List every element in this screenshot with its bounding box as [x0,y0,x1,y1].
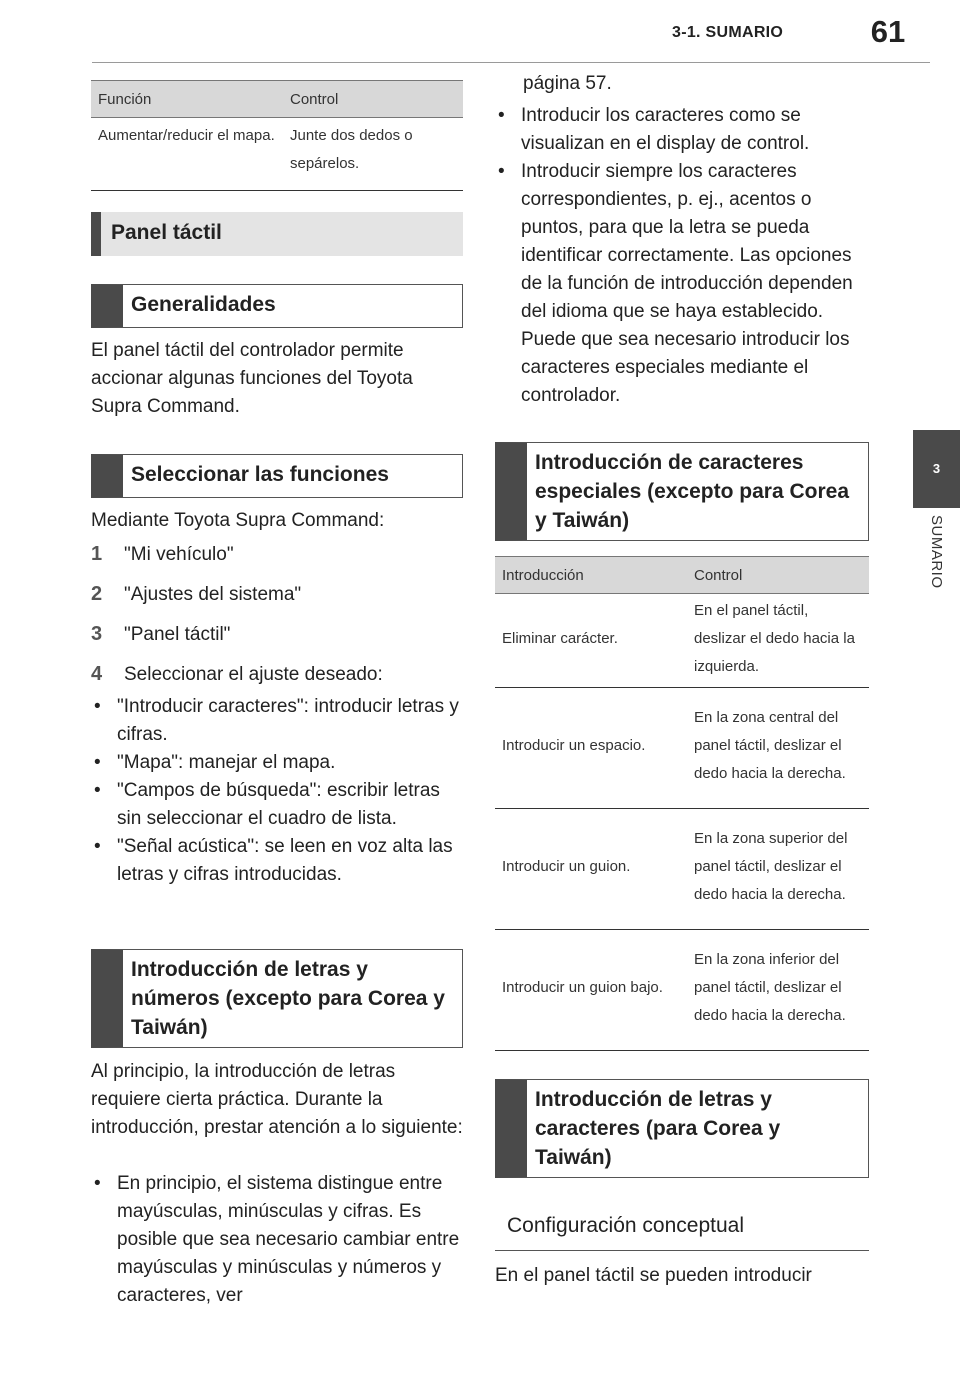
table-cell: En la zona central del panel táctil, deslizar el dedo hacia la derecha. [687,688,869,809]
step-number: 2 [91,583,103,605]
paragraph: En el panel táctil se pueden introducir [495,1265,812,1286]
list-item: • "Campos de búsqueda": escribir letras sin seleccionar el cuadro de lista. [91,777,463,833]
subsection-heading: Introducción de letras y caracteres (para Corea y Taiwán) [495,1079,869,1178]
continued-text: página 57. [523,73,612,94]
list-item: • Introducir los caracteres como se visualizan en el display de control. [495,102,869,158]
header-divider [92,62,930,63]
step-item [91,574,463,614]
subsection-heading: Introducción de caracteres especiales (excepto para Corea y Taiwán) [495,442,869,541]
step-text: Seleccionar el ajuste deseado: [124,664,383,685]
table-row [495,688,869,809]
table-cell: En la zona inferior del panel táctil, deslizar el dedo hacia la derecha. [687,930,869,1051]
page-number: 61 [870,14,906,49]
special-characters-table [495,556,869,1051]
table-cell: Introducir un guion. [495,809,687,930]
options-list [91,693,463,889]
paragraph: El panel táctil del controlador permite accionar algunas funciones del Toyota Supra Command. [91,340,413,418]
tips-list-continued [495,102,869,410]
list-item: • En principio, el sistema distingue entre mayúsculas, minúsculas y cifras. Es posible que sea necesario cambiar entre mayúsculas y minúsculas y números y caracteres, ver [91,1170,463,1282]
table-row [495,930,869,1051]
step-item [91,654,463,694]
table-cell: Introducir un guion bajo. [495,930,687,1051]
paragraph: Mediante Toyota Supra Command: [91,510,385,531]
list-item: • "Introducir caracteres": introducir letras y cifras. [91,693,463,749]
step-text: "Ajustes del sistema" [124,584,302,605]
table-header: Control [283,81,463,118]
table-cell: Eliminar carácter. [495,594,687,688]
table-header: Control [687,557,869,594]
table-header: Introducción [495,557,687,594]
list-item: • "Mapa": manejar el mapa. [91,749,463,777]
table-cell: En el panel táctil, deslizar el dedo hacia la izquierda. [687,594,869,688]
table-cell: Aumentar/reducir el mapa. [91,118,283,191]
table-row [495,594,869,688]
table-cell: Introducir un espacio. [495,688,687,809]
table-row [495,809,869,930]
chapter-tab: 3 [913,430,960,508]
zoom-table [91,80,463,191]
minor-heading: Configuración conceptual [495,1206,869,1251]
list-item: • "Señal acústica": se leen en voz alta las letras y cifras introducidas. [91,833,463,889]
step-list [91,534,463,694]
step-text: "Mi vehículo" [124,544,234,565]
section-title: 3-1. SUMARIO [672,24,784,41]
paragraph-continued [495,70,869,98]
section-heading: Panel táctil [91,212,463,256]
subsection-heading: Generalidades [91,284,463,328]
table-header: Función [91,81,283,118]
step-item [91,534,463,574]
subsection-heading: Introducción de letras y números (excepto para Corea y Taiwán) [91,949,463,1048]
table-cell: En la zona superior del panel táctil, deslizar el dedo hacia la derecha. [687,809,869,930]
chapter-label [913,515,960,625]
step-number: 3 [91,623,103,645]
subsection-heading: Seleccionar las funciones [91,454,463,498]
step-item [91,614,463,654]
list-item: • Introducir siempre los caracteres correspondientes, p. ej., acentos o puntos, para que la letra se pueda identificar correctamente. Las opciones de la función de introducción dependen del idioma que se haya establecido. Puede que sea necesario introducir los caracteres especiales mediante el controlador. [495,158,869,410]
table-row [91,118,463,191]
paragraph: Al principio, la introducción de letras requiere cierta práctica. Durante la introducción, prestar atención a lo siguiente: [91,1061,463,1139]
step-number: 4 [91,663,103,685]
step-text: "Panel táctil" [124,624,231,645]
table-cell: Junte dos dedos o sepárelos. [283,118,463,191]
step-number: 1 [91,543,103,565]
chapter-label-text: SUMARIO [928,515,945,589]
tips-list [91,1170,463,1306]
